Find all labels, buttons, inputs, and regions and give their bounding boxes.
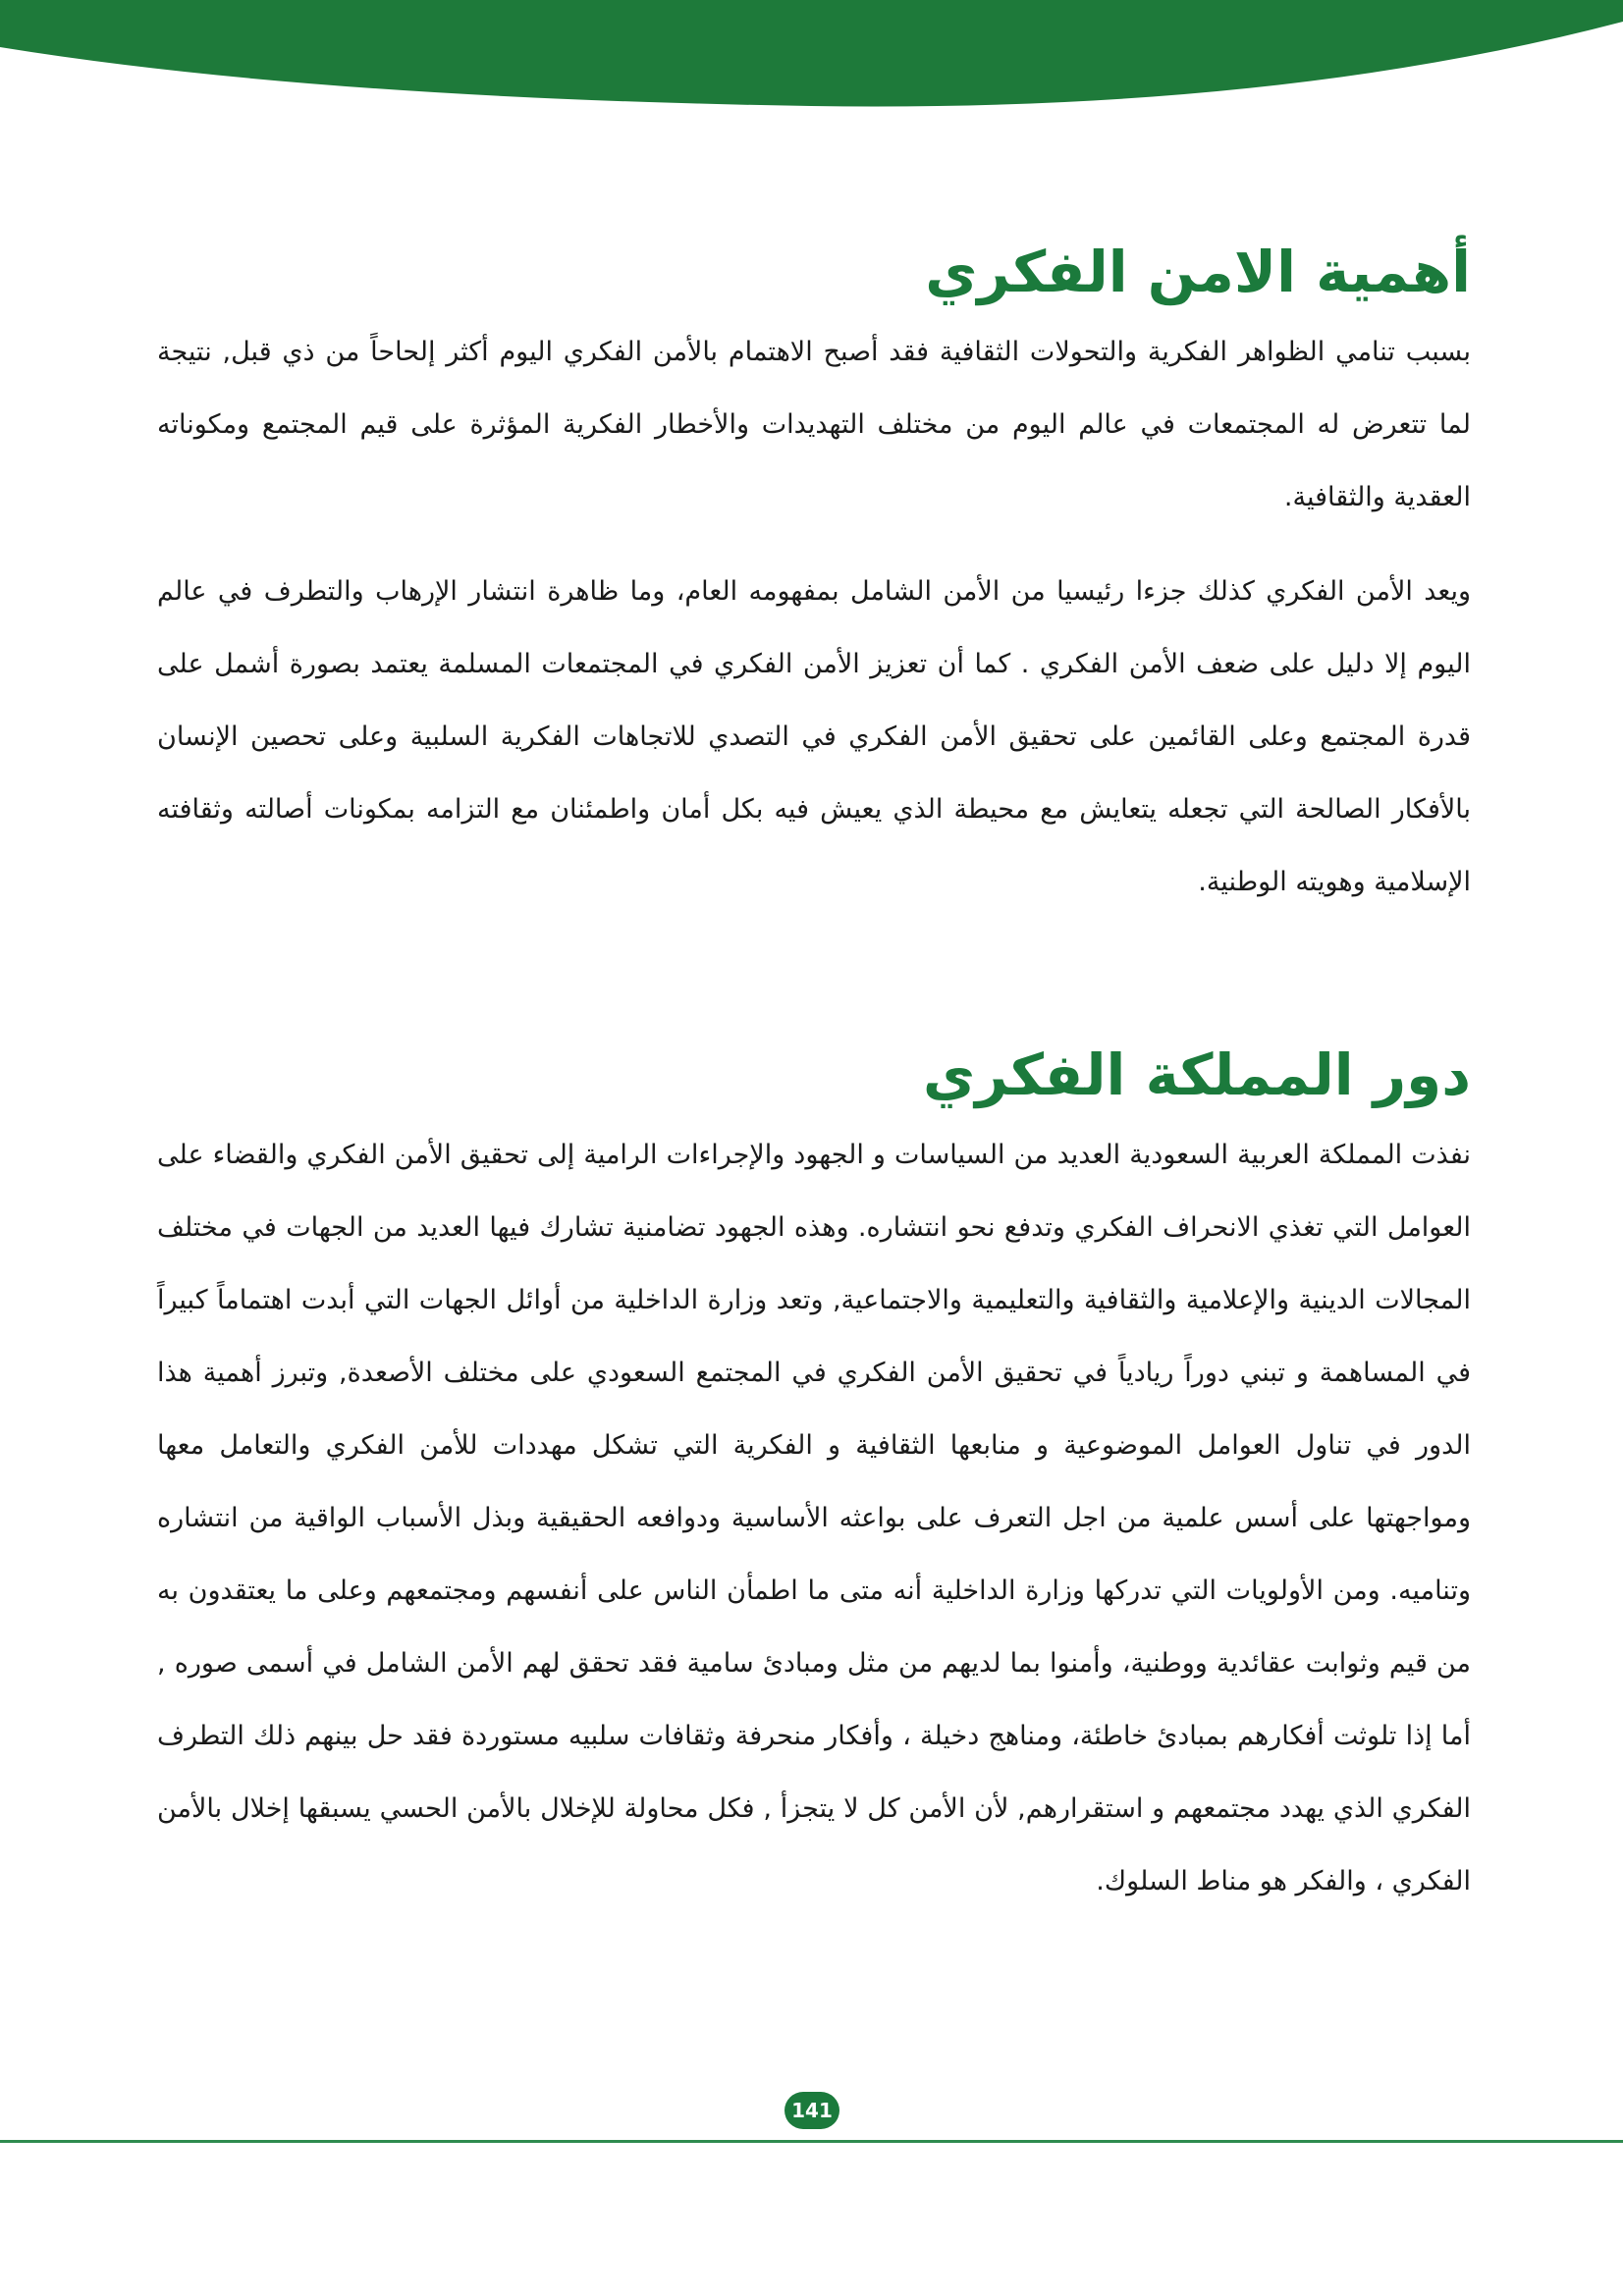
- decorative-top-band: [0, 0, 1623, 113]
- section-heading: أهمية الامن الفكري: [925, 239, 1471, 305]
- paragraph: بسبب تنامي الظواهر الفكرية والتحولات الثقافية فقد أصبح الاهتمام بالأمن الفكري اليوم أكثر إلحاحاً من ذي قبل, نتيجة لما تتعرض له المجتمعات في عالم اليوم من مختلف التهديدات والأخطار الفكرية المؤثرة على قيم المجتمع ومكوناته العقدية والثقافية.: [157, 337, 1471, 512]
- page-number-badge: 141: [784, 2092, 839, 2129]
- paragraph: ويعد الأمن الفكري كذلك جزءا رئيسيا من الأمن الشامل بمفهومه العام، وما ظاهرة انتشار الإرهاب والتطرف في عالم اليوم إلا دليل على ضعف الأمن الفكري . كما أن تعزيز الأمن الفكري في المجتمعات المسلمة يعتمد بصورة أشمل على قدرة المجتمع وعلى القائمين على تحقيق الأمن الفكري في التصدي للاتجاهات الفكرية السلبية وعلى تحصين الإنسان بالأفكار الصالحة التي تجعله يتعايش مع محيطة الذي يعيش فيه بكل أمان واطمئنان مع التزامه بمكونات أصالته وثقافته الإسلامية وهويته الوطنية.: [157, 576, 1471, 897]
- section-heading: دور المملكة الفكري: [923, 1041, 1471, 1108]
- footer-divider: [0, 2140, 1623, 2143]
- paragraph: نفذت المملكة العربية السعودية العديد من السياسات و الجهود والإجراءات الرامية إلى تحقيق الأمن الفكري والقضاء على العوامل التي تغذي الانحراف الفكري وتدفع نحو انتشاره. وهذه الجهود تضامنية تشارك فيها العديد من الجهات في مختلف المجالات الدينية والإعلامية والثقافية والتعليمية والاجتماعية, وتعد وزارة الداخلية من أوائل الجهات التي أبدت اهتماماً كبيراً في المساهمة و تبني دوراً ريادياً في تحقيق الأمن الفكري في المجتمع السعودي على مختلف الأصعدة, وتبرز أهمية هذا الدور في تناول العوامل الموضوعية و منابعها الثقافية و الفكرية التي تشكل مهددات للأمن الفكري والتعامل معها ومواجهتها على أسس علمية من اجل التعرف على بواعثه الأساسية ودوافعه الحقيقية وبذل الأسباب الواقية من انتشاره وتناميه. ومن الأولويات التي تدركها وزارة الداخلية أنه متى ما اطمأن الناس على أنفسهم ومجتمعهم وعلى ما يعتقدون به من قيم وثوابت عقائدية ووطنية، وأمنوا بما لديهم من مثل ومبادئ سامية فقد تحقق لهم الأمن الشامل في أسمى صوره , أما إذا تلوثت أفكارهم بمبادئ خاطئة، ومناهج دخيلة ، وأفكار منحرفة وثقافات سلبيه مستوردة فقد حل بينهم ذلك التطرف الفكري الذي يهدد مجتمعهم و استقرارهم, لأن الأمن كل لا يتجزأ , فكل محاولة للإخلال بالأمن الحسي يسبقها إخلال بالأمن الفكري ، والفكر هو مناط السلوك.: [157, 1140, 1471, 1896]
- section-fikri-security-importance: [157, 228, 1471, 919]
- section-kingdom-role: [157, 1031, 1471, 1918]
